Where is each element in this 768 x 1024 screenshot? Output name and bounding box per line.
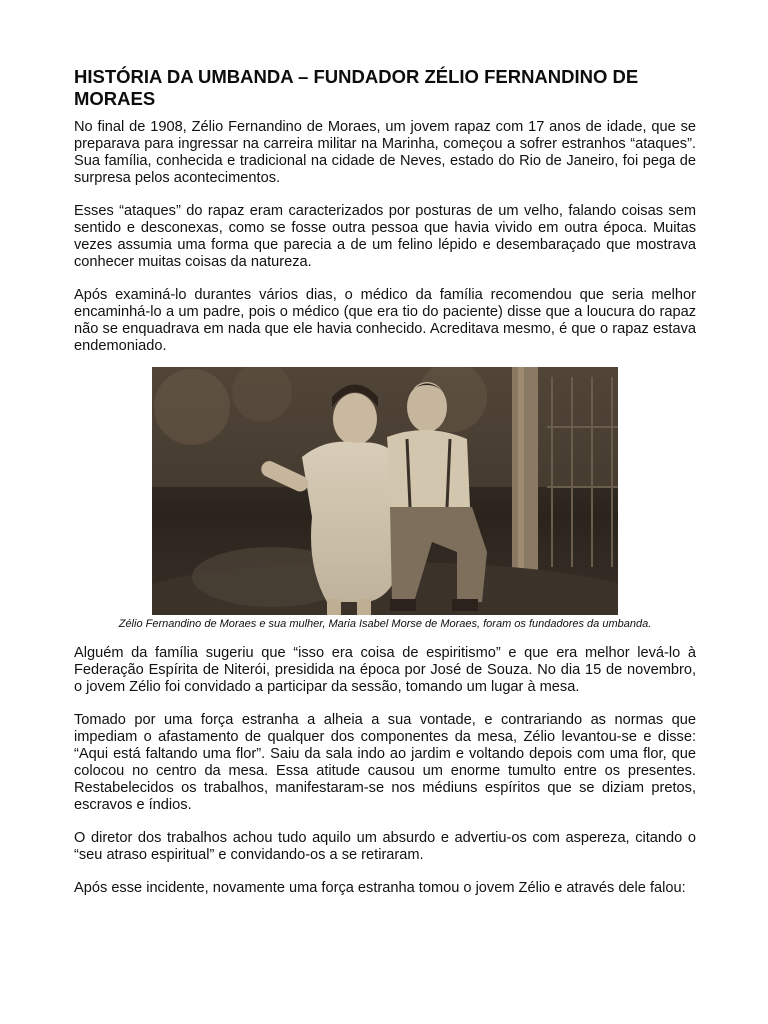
paragraph-3: Após examiná-lo durantes vários dias, o médico da família recomendou que seria melhor encaminhá-lo a um padre, pois o médico (que era tio do paciente) disse que a loucura do rapaz não se enquadrava em nada que ele havia conhecido. Acreditava mesmo, é que o rapaz estava endemoniado. — [74, 287, 696, 354]
document-title: HISTÓRIA DA UMBANDA – FUNDADOR ZÉLIO FERNANDINO DE MORAES — [74, 66, 639, 109]
photo-figure — [74, 367, 696, 631]
paragraph-7: Após esse incidente, novamente uma força estranha tomou o jovem Zélio e através dele falou: — [74, 880, 686, 896]
paragraph-6: O diretor dos trabalhos achou tudo aquilo um absurdo e advertiu-os com aspereza, citando o “seu atraso espiritual” e convidando-os a se retiraram. — [74, 830, 696, 863]
historical-couple-photo — [152, 367, 618, 615]
paragraph-5: Tomado por uma força estranha a alheia a sua vontade, e contrariando as normas que impediam o afastamento de qualquer dos componentes da mesa, Zélio levantou-se e disse: “Aqui está faltando uma flor”. Saiu da sala indo ao jardim e voltando depois com uma flor, que colocou no centro da mesa. Essa atitude causou um enorme tumulto entre os presentes. Restabelecidos os trabalhos, manifestaram-se nos médiuns espíritos que se diziam pretos, escravos e índios. — [74, 712, 696, 813]
document-page — [74, 66, 696, 913]
paragraph-1: No final de 1908, Zélio Fernandino de Moraes, um jovem rapaz com 17 anos de idade, que se preparava para ingressar na carreira militar na Marinha, começou a sofrer estranhos “ataques”. Sua família, conhecida e tradicional na cidade de Neves, estado do Rio de Janeiro, foi pega de surpresa pelos acontecimentos. — [74, 119, 696, 186]
paragraph-2: Esses “ataques” do rapaz eram caracterizados por posturas de um velho, falando coisas sem sentido e desconexas, como se fosse outra pessoa que havia vivido em outra época. Muitas vezes assumia uma forma que parecia a de um felino lépido e desembaraçado que mostrava conhecer muitas coisas da natureza. — [74, 203, 696, 270]
paragraph-4: Alguém da família sugeriu que “isso era coisa de espiritismo” e que era melhor levá-lo à Federação Espírita de Niterói, presidida na época por José de Souza. No dia 15 de novembro, o jovem Zélio foi convidado a participar da sessão, tomando um lugar à mesa. — [74, 645, 696, 695]
photo-caption: Zélio Fernandino de Moraes e sua mulher, Maria Isabel Morse de Moraes, foram os fundadores da umbanda. — [118, 618, 652, 630]
